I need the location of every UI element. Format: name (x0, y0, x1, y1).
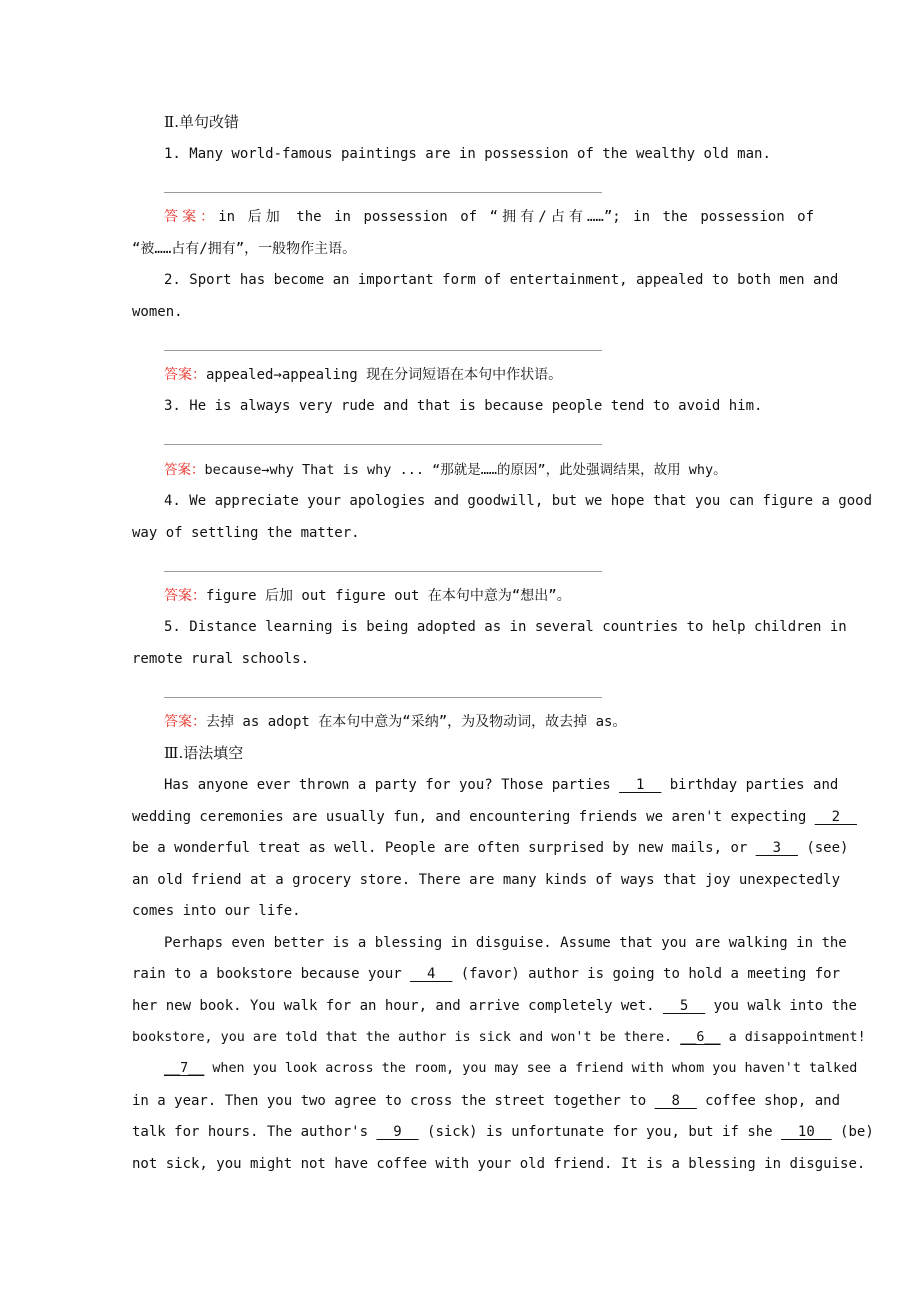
question-4-cont: way of settling the matter. (132, 525, 360, 541)
passage-line: not sick, you might not have coffee with your old friend. It is a blessing in disguise. (132, 1156, 866, 1172)
text: birthday parties and (661, 777, 839, 793)
answer-label: 答案： (164, 588, 206, 604)
answer-label: 答案： (164, 462, 205, 478)
answer-line-5 (164, 697, 602, 698)
passage-line (132, 1028, 866, 1048)
text: talk for hours. The author's (132, 1124, 377, 1140)
passage-line: an old friend at a grocery store. There are many kinds of ways that joy unexpectedly (132, 872, 841, 888)
question-1: 1. Many world-famous paintings are in possession of the wealthy old man. (164, 146, 771, 162)
text: her new book. You walk for an hour, and arrive completely wet. (132, 998, 664, 1014)
answer-text: appealed→appealing 现在分词短语在本句中作状语。 (206, 367, 563, 383)
answer-2 (164, 365, 814, 385)
section-title: Ⅲ.语法填空 (164, 744, 244, 762)
text: (see) (797, 840, 849, 856)
blank-3: __3__ (755, 840, 798, 856)
answer-text: figure 后加 out figure out 在本句中意为“想出”。 (206, 588, 571, 604)
passage-line (164, 1059, 858, 1079)
question-2-cont: women. (132, 304, 183, 320)
answer-5 (164, 712, 814, 732)
answer-3 (164, 460, 814, 480)
answer-label: 答案： (164, 367, 206, 383)
passage-line (132, 838, 849, 858)
answer-label: 答案： (164, 714, 206, 730)
text: (sick) is unfortunate for you, but if she (418, 1124, 782, 1140)
question-3: 3. He is always very rude and that is because people tend to avoid him. (164, 398, 763, 414)
answer-line-1 (164, 192, 602, 193)
blank-1: __1__ (619, 777, 662, 793)
text: be a wonderful treat as well. People are often surprised by new mails, or (132, 840, 756, 856)
answer-1 (164, 207, 814, 227)
answer-line-2 (164, 350, 602, 351)
passage-line (132, 996, 857, 1016)
blank-9: __9__ (376, 1124, 419, 1140)
answer-1-cont: “被……占有/拥有”，一般物作主语。 (132, 241, 357, 257)
text: coffee shop, and (696, 1093, 841, 1109)
blank-5: __5__ (663, 998, 706, 1014)
blank-7: __7__ (164, 1061, 205, 1076)
text: rain to a bookstore because your (132, 966, 411, 982)
question-2: 2. Sport has become an important form of entertainment, appealed to both men and (164, 272, 839, 288)
question-5-cont: remote rural schools. (132, 651, 310, 667)
answer-text: because→why That is why ... “那就是……的原因”，此处强调结果，故用 why。 (204, 462, 727, 478)
passage-line (132, 1091, 841, 1111)
answer-text: 去掉 as adopt 在本句中意为“采纳”，为及物动词，故去掉 as。 (206, 714, 627, 730)
blank-10: __10__ (781, 1124, 832, 1140)
answer-4 (164, 586, 814, 606)
passage-line (132, 807, 857, 827)
text: bookstore, you are told that the author is sick and won't be there. (132, 1030, 681, 1045)
passage-line: Perhaps even better is a blessing in disguise. Assume that you are walking in the (164, 935, 847, 951)
text: you walk into the (705, 998, 857, 1014)
text: wedding ceremonies are usually fun, and encountering friends we aren't expecting (132, 809, 815, 825)
passage-line (164, 775, 839, 795)
answer-label: 答案： (164, 209, 219, 225)
text: Has anyone ever thrown a party for you? Those parties (164, 777, 620, 793)
answer-text: in 后加 the in possession of “拥有/占有……”; in the possession of (218, 209, 815, 225)
passage-line (132, 1122, 874, 1142)
text: a disappointment! (720, 1030, 866, 1045)
answer-line-3 (164, 444, 602, 445)
text: (favor) author is going to hold a meeting for (452, 966, 841, 982)
text: in a year. Then you two agree to cross the street together to (132, 1093, 655, 1109)
text: (be) (831, 1124, 874, 1140)
question-5: 5. Distance learning is being adopted as in several countries to help children in (164, 619, 847, 635)
blank-2: __2__ (814, 809, 857, 825)
blank-8: __8__ (654, 1093, 697, 1109)
blank-6: __6__ (680, 1030, 721, 1045)
answer-line-4 (164, 571, 602, 572)
section-title: Ⅱ.单句改错 (164, 113, 239, 131)
text: when you look across the room, you may see a friend with whom you haven't talked (204, 1061, 858, 1076)
passage-line (132, 964, 841, 984)
blank-4: __4__ (410, 966, 453, 982)
passage-line: comes into our life. (132, 903, 301, 919)
question-4: 4. We appreciate your apologies and goodwill, but we hope that you can figure a good (164, 493, 873, 509)
